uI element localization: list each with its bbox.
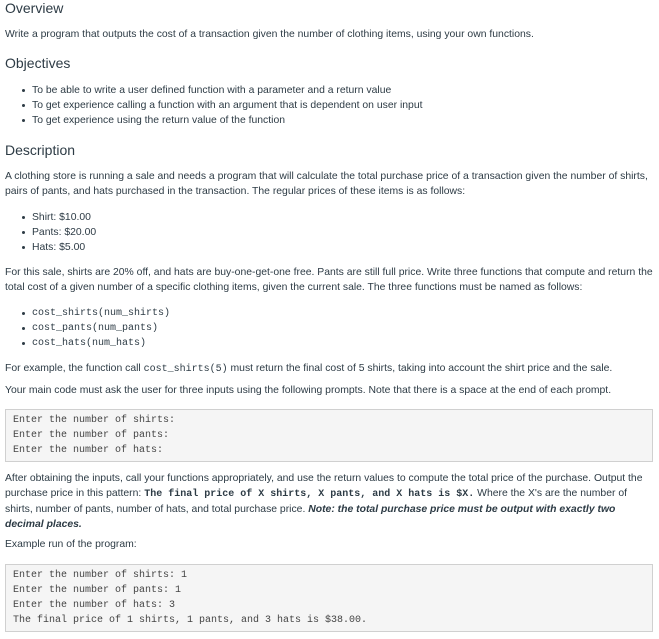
example-prefix: For example, the function call — [5, 363, 144, 374]
prices-list — [5, 210, 653, 255]
inputs-text: Your main code must ask the user for three inputs using the following prompts. Note that there is a space at the end of each prompt. — [5, 385, 612, 396]
after-prefix: After obtaining the inputs, call your functions appropriately, and use the return values to compute the total price of the purchase. Output the purchase price in this pattern: — [5, 473, 643, 499]
list-item: Hats: $5.00 — [5, 240, 653, 255]
list-item: To be able to write a user defined function with a parameter and a return value — [5, 83, 653, 98]
code-line: Enter the number of shirts: — [13, 415, 182, 426]
code-line: Enter the number of shirts: 1 — [13, 570, 188, 581]
objectives-heading: Objectives — [5, 55, 71, 71]
code-line: Enter the number of pants: 1 — [13, 585, 182, 596]
code-line: Enter the number of hats: — [13, 445, 170, 456]
list-item: To get experience calling a function with an argument that is dependent on user input — [5, 98, 653, 113]
code-line: The final price of 1 shirts, 1 pants, and 3 hats is $38.00. — [13, 615, 368, 626]
after-text — [5, 471, 653, 532]
pattern-code: The final price of X shirts, X pants, and X hats is $X. — [144, 489, 475, 500]
functions-list — [5, 306, 653, 351]
list-item: cost_pants(num_pants) — [5, 321, 653, 336]
overview-text: Write a program that outputs the cost of a transaction given the number of clothing items, using your own functions. — [5, 29, 534, 40]
after-suffix: Where the X's are the number of shirts, number of pants, number of hats, and total purchase price. — [5, 488, 627, 515]
code-line: Enter the number of hats: 3 — [13, 600, 176, 611]
list-item: To get experience using the return value of the function — [5, 113, 653, 128]
overview-heading: Overview — [5, 0, 64, 16]
list-item: Shirt: $10.00 — [5, 210, 653, 225]
example-run-code-block — [5, 564, 653, 632]
list-item: cost_hats(num_hats) — [5, 336, 653, 351]
objectives-list — [5, 83, 653, 128]
note-text: Note: the total purchase price must be output with exactly two decimal places. — [5, 504, 616, 530]
example-suffix: must return the final cost of 5 shirts, taking into account the shirt price and the sale. — [227, 363, 613, 374]
prompts-code-block — [5, 409, 653, 462]
sale-text: For this sale, shirts are 20% off, and hats are buy-one-get-one free. Pants are still full price. Write three functions that compute and return the total cost of a given number of a specific clothing items, given the current sale. The three functions must be named as follows: — [5, 267, 653, 293]
list-item: Pants: $20.00 — [5, 225, 653, 240]
example-run-label: Example run of the program: — [5, 539, 137, 550]
list-item: cost_shirts(num_shirts) — [5, 306, 653, 321]
description-intro: A clothing store is running a sale and needs a program that will calculate the total purchase price of a transaction given the number of shirts, pairs of pants, and hats purchased in the transaction. The regular prices of these items is as follows: — [5, 171, 648, 197]
example-text — [5, 361, 653, 377]
code-line: Enter the number of pants: — [13, 430, 176, 441]
example-code: cost_shirts(5) — [143, 364, 228, 375]
description-heading: Description — [5, 142, 76, 158]
